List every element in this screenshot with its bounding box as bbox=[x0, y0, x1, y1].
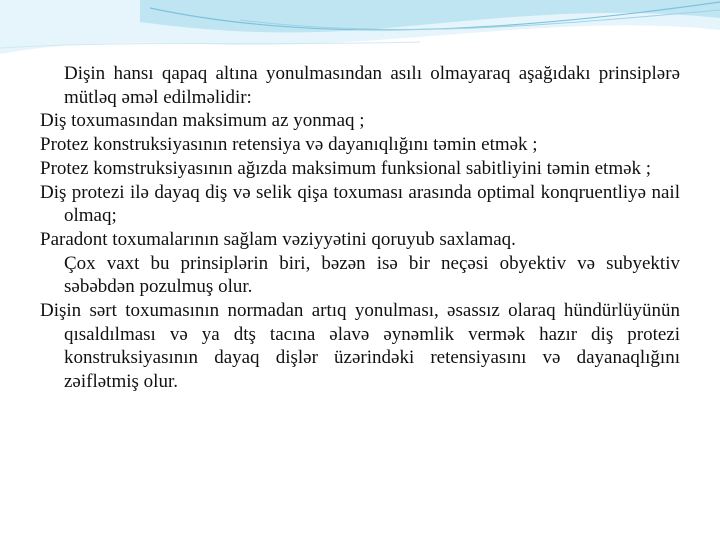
paragraph-intro: Dişin hansı qapaq altına yonulmasından asılı olmayaraq aşağıdakı prinsiplərə mütləq əməl edilməlidir: bbox=[64, 63, 680, 108]
paragraph-principle-5: Paradont toxumalarının sağlam vəziyyətini qoruyub saxlamaq. bbox=[40, 228, 516, 250]
paragraph-consequence: Dişin sərt toxumasının normadan artıq yonulması, əsassız olaraq hündürlüyünün qısaldılması və ya dtş tacına əlavə əynəmlik vermək hazır diş protezi konstruksiyasının dayaq dişlər üzərindəki retensiyasını və dayanaqlığını zəiflətmiş olur. bbox=[40, 300, 680, 393]
paragraph-principle-2: Protez konstruksiyasının retensiya və dayanıqlığını təmin etmək ; bbox=[40, 134, 538, 156]
paragraph-note: Çox vaxt bu prinsiplərin biri, bəzən isə bir neçəsi obyektiv və subyektiv səbəbdən pozulmuş olur. bbox=[64, 252, 680, 298]
paragraph-principle-1: Diş toxumasından maksimum az yonmaq ; bbox=[40, 110, 365, 132]
paragraph-principle-3: Protez komstruksiyasının ağızda maksimum funksional sabitliyini təmin etmək ; bbox=[40, 157, 652, 179]
paragraph-principle-4: Diş protezi ilə dayaq diş və selik qişa toxuması arasında optimal konqruentliyə nail olmaq; bbox=[40, 181, 680, 227]
document-body bbox=[40, 62, 680, 394]
